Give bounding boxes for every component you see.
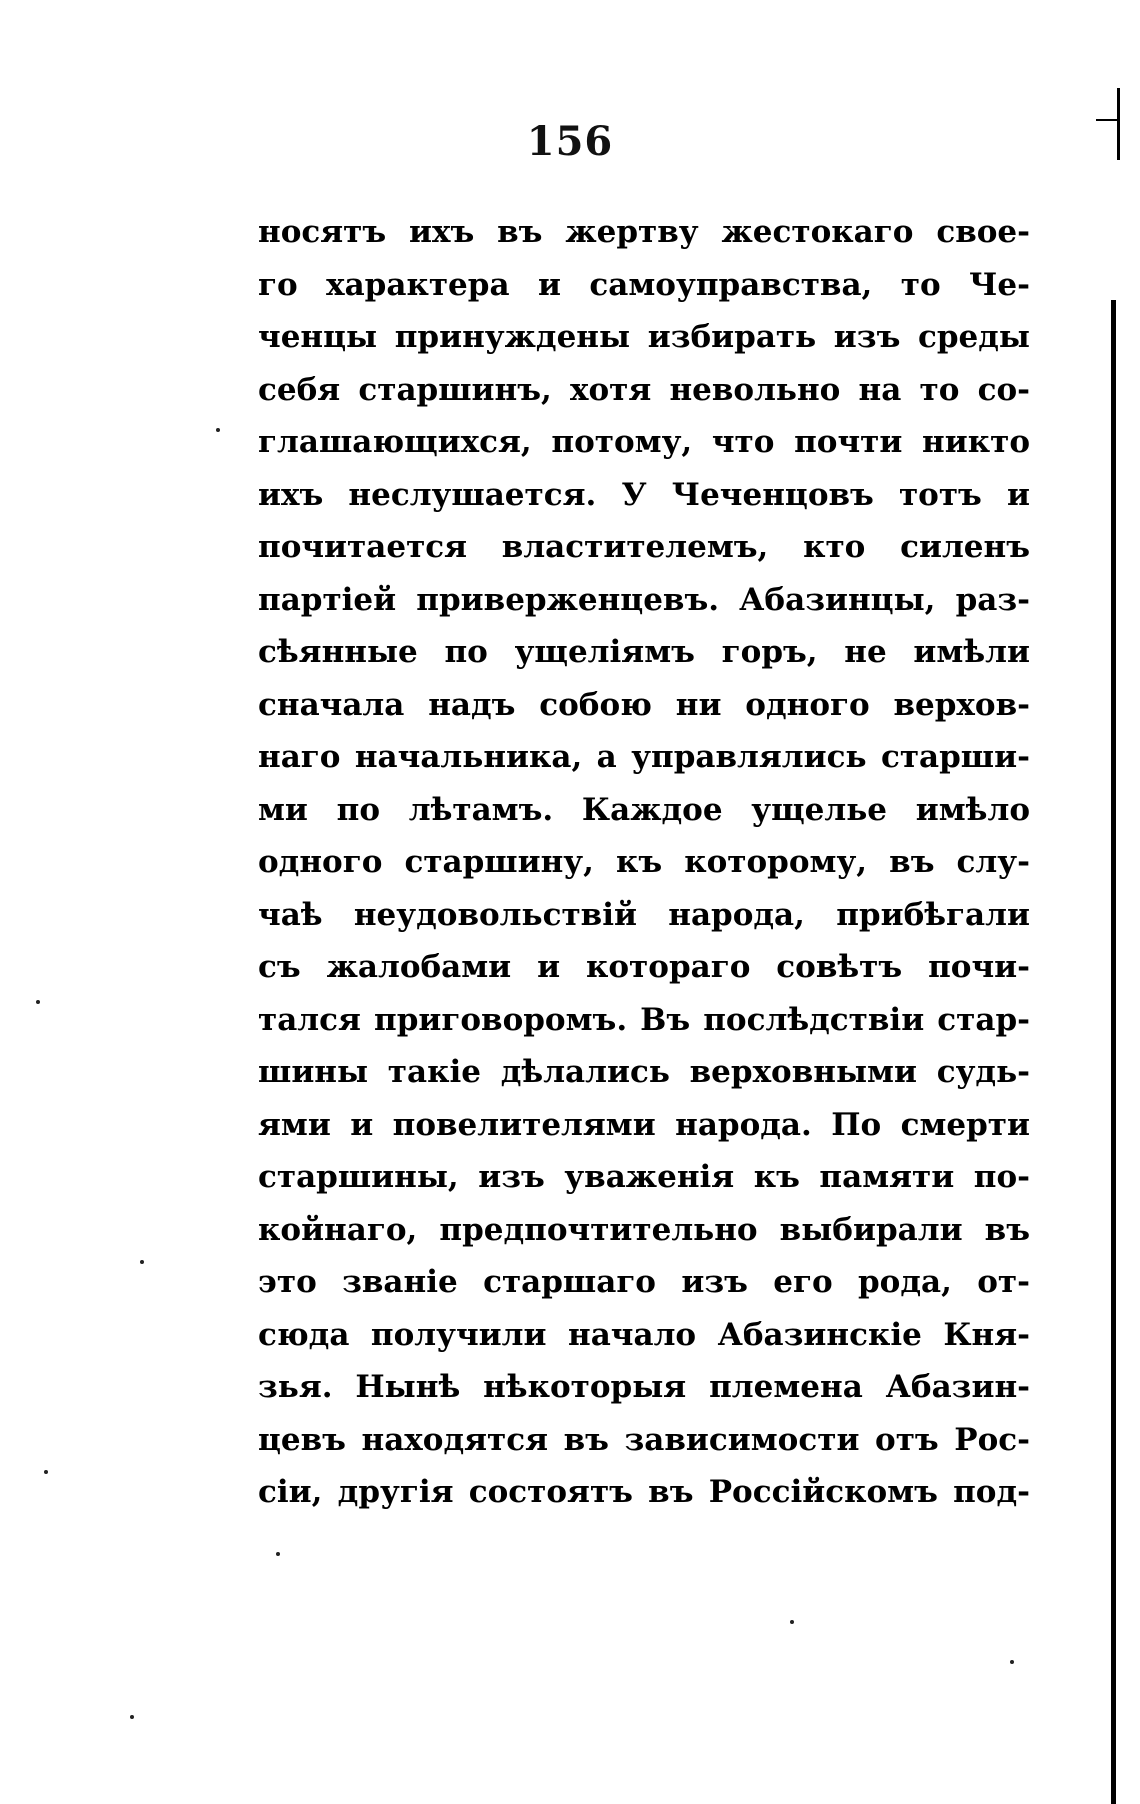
scan-speck: [140, 1260, 144, 1264]
text-line: одного старшину, къ которому, въ слу-: [258, 844, 1030, 880]
text-line: ченцы принуждены избирать изъ среды: [258, 319, 1030, 355]
text-line: старшины, изъ уваженія къ памяти по-: [258, 1159, 1030, 1195]
text-line: ихъ неслушается. У Чеченцовъ тотъ и: [258, 476, 1030, 513]
text-line: койнаго, предпочтительно выбирали въ: [258, 1211, 1030, 1248]
text-line: глашающихся, потому, что почти никто: [258, 424, 1030, 460]
scan-speck: [44, 1470, 48, 1474]
text-line: это званіе старшаго изъ его рода, от-: [258, 1264, 1030, 1300]
text-line: сначала надъ собою ни одного верхов-: [258, 686, 1030, 723]
text-line: чаѣ неудовольствій народа, прибѣгали: [258, 896, 1030, 933]
text-line: зья. Нынѣ нѣкоторыя племена Абазин-: [258, 1369, 1030, 1405]
text-line: почитается властителемъ, кто силенъ: [258, 529, 1030, 565]
text-line: шины такіе дѣлались верховными судь-: [258, 1054, 1030, 1090]
text-line: сіи, другія состоятъ въ Россійскомъ под-: [258, 1474, 1030, 1510]
scan-speck: [1010, 1660, 1014, 1664]
text-line: ями и повелителями народа. По смерти: [258, 1106, 1030, 1143]
scan-speck: [216, 428, 220, 432]
text-line: партіей приверженцевъ. Абазинцы, раз-: [258, 581, 1030, 618]
text-line: го характера и самоуправства, то Че-: [258, 266, 1030, 303]
text-line: сюда получили начало Абазинскіе Кня-: [258, 1316, 1030, 1353]
text-line: носятъ ихъ въ жертву жестокаго свое-: [258, 214, 1030, 250]
text-line: съ жалобами и котораго совѣтъ почи-: [258, 949, 1030, 985]
text-line: цевъ находятся въ зависимости отъ Рос-: [258, 1421, 1030, 1458]
body-text: [258, 206, 1030, 1519]
scan-speck: [790, 1620, 794, 1624]
text-line: ми по лѣтамъ. Каждое ущелье имѣло: [258, 791, 1030, 828]
text-line: себя старшинъ, хотя невольно на то со-: [258, 371, 1030, 408]
text-line: сѣянные по ущеліямъ горъ, не имѣли: [258, 634, 1030, 670]
text-line: тался приговоромъ. Въ послѣдствіи стар-: [258, 1001, 1030, 1038]
page-number: 156: [526, 118, 614, 165]
text-line: наго начальника, а управлялись старши-: [258, 739, 1030, 775]
scan-speck: [130, 1715, 134, 1719]
scan-speck: [276, 1552, 280, 1556]
scan-speck: [36, 1000, 40, 1004]
page-edge-rule: [1111, 300, 1116, 1804]
